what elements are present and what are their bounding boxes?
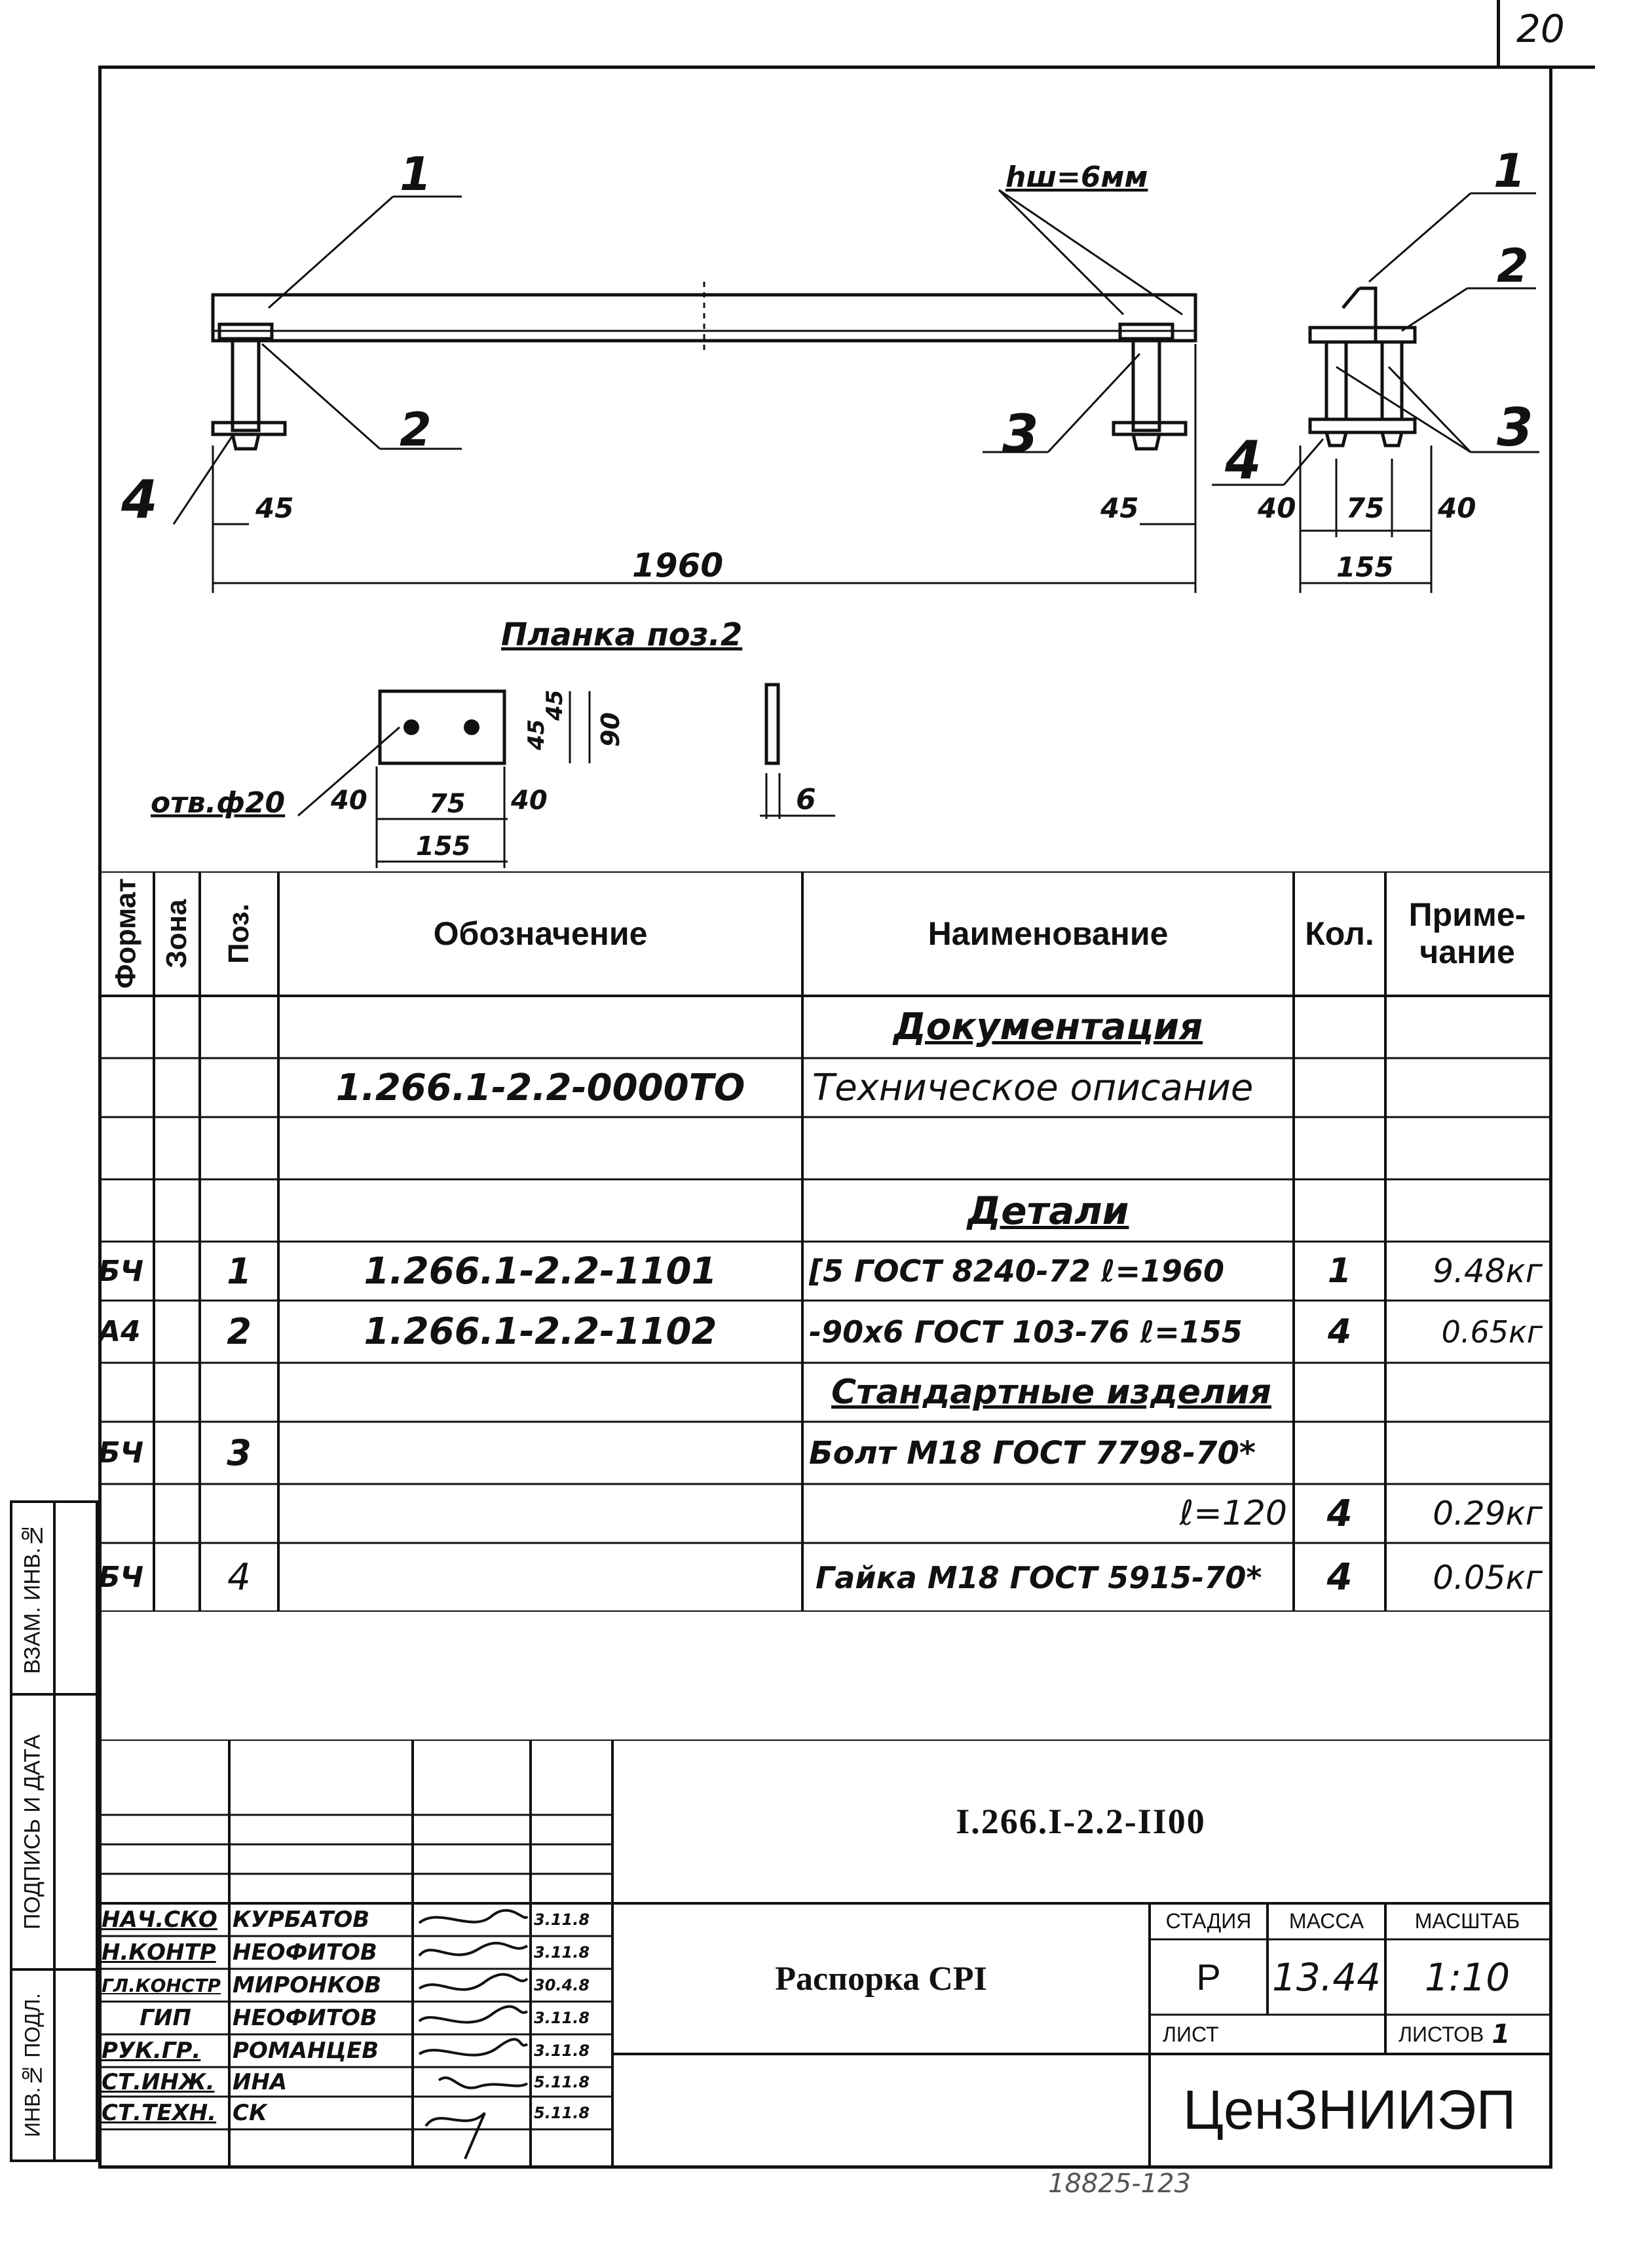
callout-2-left: 2 bbox=[400, 403, 432, 457]
bottom-number: 18825-123 bbox=[1048, 2169, 1192, 2199]
weld-note: hш=6мм bbox=[1005, 161, 1148, 194]
svg-text:75: 75 bbox=[1346, 492, 1385, 524]
svg-text:75: 75 bbox=[429, 789, 466, 819]
callout-3-left: 3 bbox=[1002, 404, 1039, 465]
svg-text:45: 45 bbox=[255, 492, 294, 524]
svg-text:1960: 1960 bbox=[632, 546, 724, 584]
header-zone: Зона bbox=[160, 899, 193, 968]
drawing-title: Распорка СРI bbox=[775, 1960, 987, 1998]
callout-3-right: 3 bbox=[1497, 397, 1533, 458]
sheets-count: ЛИСТОВ 1 bbox=[1399, 2019, 1511, 2049]
svg-text:45: 45 bbox=[1100, 492, 1139, 524]
stamp-sign-date: ПОДПИСЬ И ДАТА bbox=[20, 1734, 45, 1930]
stage-value: Р bbox=[1196, 1956, 1221, 1998]
hole-note: отв.ф20 bbox=[151, 786, 286, 820]
header-qty: Кол. bbox=[1305, 915, 1374, 952]
header-name: Наименование bbox=[928, 915, 1169, 952]
header-note: Приме- чание bbox=[1408, 896, 1526, 970]
mass-value: 13.44 bbox=[1271, 1954, 1381, 2000]
svg-text:40: 40 bbox=[1258, 492, 1296, 524]
drawing-area bbox=[0, 0, 1652, 871]
svg-text:40: 40 bbox=[1438, 492, 1476, 524]
header-pos: Поз. bbox=[223, 903, 255, 964]
doc-code: I.266.I-2.2-II00 bbox=[956, 1802, 1206, 1841]
header-designation: Обозначение bbox=[433, 915, 648, 952]
spec-table: Формат Зона Поз. Обозначение Наименование Кол. Приме- чание Документация 1.266.1-2.2-0000ТО Техническое описание Детали БЧ 1 1.266.1-2.2-1101 [5 ГОСТ 8240-72 ℓ=1960 1 9.48кг А4 2 1.266.1-2.2-1102 -90x6 ГОСТ 103-76 ℓ=155 4 0.65кг Стандартные изделия БЧ 3 Болт М18 ГОСТ 7798-70* ℓ=120 4 0.29кг БЧ 4 Гайка М18 ГОСТ 5915-70* 4 0.05кг bbox=[98, 871, 1549, 1612]
section-standard-items: Стандартные изделия bbox=[831, 1373, 1271, 1412]
signatures bbox=[413, 1903, 531, 2165]
svg-text:40: 40 bbox=[331, 786, 367, 816]
svg-text:6: 6 bbox=[796, 783, 816, 816]
plate-title: Планка поз.2 bbox=[501, 617, 743, 653]
section-documentation: Документация bbox=[893, 1006, 1203, 1048]
sheet-number: 20 bbox=[1516, 7, 1565, 51]
callout-4-right: 4 bbox=[1225, 430, 1262, 491]
stamp-inv-zam: ВЗАМ. ИНВ.№ bbox=[20, 1522, 45, 1674]
header-format: Формат bbox=[109, 878, 142, 989]
title-block: I.266.I-2.2-II00 Распорка СРI СТАДИЯ МАССА МАСШТАБ Р 13.44 1:10 ЛИСТ ЛИСТОВ 1 ЦенЗНИИЭП НАЧ.СКО КУРБАТОВ 3.11.8 Н.КОНТР НЕОФИТОВ 3.11.8 ГЛ.КОНСТР МИРОНКОВ 30.4.8 ГИП НЕОФИТОВ 3.11.8 РУК.ГР. РОМАНЦЕВ 3.11.8 СТ.ИНЖ. ИНА 5.11.8 СТ.ТЕХН. СК 5.11.8 bbox=[102, 1740, 1549, 2165]
svg-text:40: 40 bbox=[511, 786, 548, 816]
side-stamp bbox=[10, 1500, 98, 2162]
svg-text:90: 90 bbox=[596, 712, 625, 747]
svg-text:45: 45 bbox=[542, 689, 568, 721]
callout-4-left: 4 bbox=[121, 469, 158, 530]
svg-text:155: 155 bbox=[1336, 551, 1394, 583]
callout-1-right: 1 bbox=[1493, 144, 1526, 198]
callout-2-right: 2 bbox=[1497, 239, 1529, 293]
organization: ЦенЗНИИЭП bbox=[1182, 2078, 1516, 2140]
section-details: Детали bbox=[967, 1188, 1129, 1233]
svg-text:45: 45 bbox=[523, 719, 550, 750]
svg-text:155: 155 bbox=[416, 831, 471, 862]
stamp-inv-podl: ИНВ.№ ПОДЛ. bbox=[20, 1993, 45, 2137]
scale-value: 1:10 bbox=[1424, 1954, 1511, 2000]
callout-1-left: 1 bbox=[400, 147, 432, 201]
